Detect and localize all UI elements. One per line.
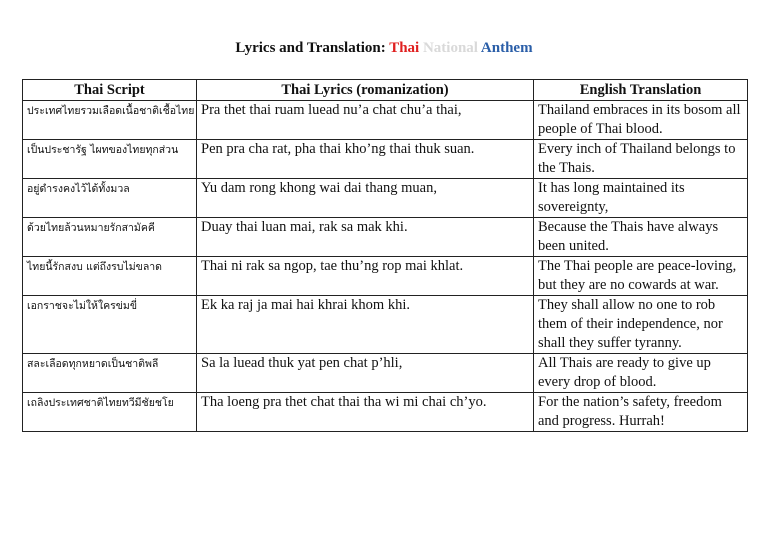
translation-cell: For the nation’s safety, freedom and progress. Hurrah!	[534, 393, 748, 432]
table-header-row	[23, 80, 748, 101]
table-row	[23, 218, 748, 257]
translation-cell: It has long maintained its sovereignty,	[534, 179, 748, 218]
romanization-cell: Duay thai luan mai, rak sa mak khi.	[197, 218, 534, 257]
romanization-cell: Yu dam rong khong wai dai thang muan,	[197, 179, 534, 218]
thai-script-cell: สละเลือดทุกหยาดเป็นชาติพลี	[23, 354, 197, 393]
title-word-national: National	[422, 40, 478, 56]
romanization-cell: Pra thet thai ruam luead nu’a chat chu’a thai,	[197, 101, 534, 140]
translation-cell: Every inch of Thailand belongs to the Thais.	[534, 140, 748, 179]
thai-script-cell: ด้วยไทยล้วนหมายรักสามัคคี	[23, 218, 197, 257]
table-row	[23, 296, 748, 354]
title-prefix: Lyrics and Translation:	[235, 40, 390, 56]
romanization-cell: Pen pra cha rat, pha thai kho’ng thai thuk suan.	[197, 140, 534, 179]
romanization-cell: Tha loeng pra thet chat thai tha wi mi chai ch’yo.	[197, 393, 534, 432]
table-row	[23, 101, 748, 140]
thai-script-cell: เอกราชจะไม่ให้ใครข่มขี่	[23, 296, 197, 354]
lyrics-table	[22, 79, 748, 432]
thai-script-cell: เถลิงประเทศชาติไทยทวีมีชัยชโย	[23, 393, 197, 432]
table-row	[23, 393, 748, 432]
thai-script-cell: เป็นประชารัฐ ไผทของไทยทุกส่วน	[23, 140, 197, 179]
romanization-cell: Ek ka raj ja mai hai khrai khom khi.	[197, 296, 534, 354]
translation-cell: Thailand embraces in its bosom all people of Thai blood.	[534, 101, 748, 140]
thai-script-cell: ประเทศไทยรวมเลือดเนื้อชาติเชื้อไทย	[23, 101, 197, 140]
translation-cell: Because the Thais have always been united.	[534, 218, 748, 257]
romanization-cell: Thai ni rak sa ngop, tae thu’ng rop mai khlat.	[197, 257, 534, 296]
translation-cell: The Thai people are peace-loving, but they are no cowards at war.	[534, 257, 748, 296]
thai-script-cell: ไทยนี้รักสงบ แต่ถึงรบไม่ขลาด	[23, 257, 197, 296]
thai-script-cell: อยู่ดำรงคงไว้ได้ทั้งมวล	[23, 179, 197, 218]
romanization-cell: Sa la luead thuk yat pen chat p’hli,	[197, 354, 534, 393]
translation-cell: All Thais are ready to give up every drop of blood.	[534, 354, 748, 393]
header-thai-script: Thai Script	[23, 80, 197, 101]
translation-cell: They shall allow no one to rob them of their independence, nor shall they suffer tyranny.	[534, 296, 748, 354]
header-english: English Translation	[534, 80, 748, 101]
title-word-anthem: Anthem	[480, 40, 533, 56]
table-row	[23, 179, 748, 218]
header-romanization: Thai Lyrics (romanization)	[197, 80, 534, 101]
title-word-thai: Thai	[389, 40, 420, 56]
table-row	[23, 140, 748, 179]
page-title	[0, 40, 768, 57]
table-row	[23, 257, 748, 296]
table-row	[23, 354, 748, 393]
